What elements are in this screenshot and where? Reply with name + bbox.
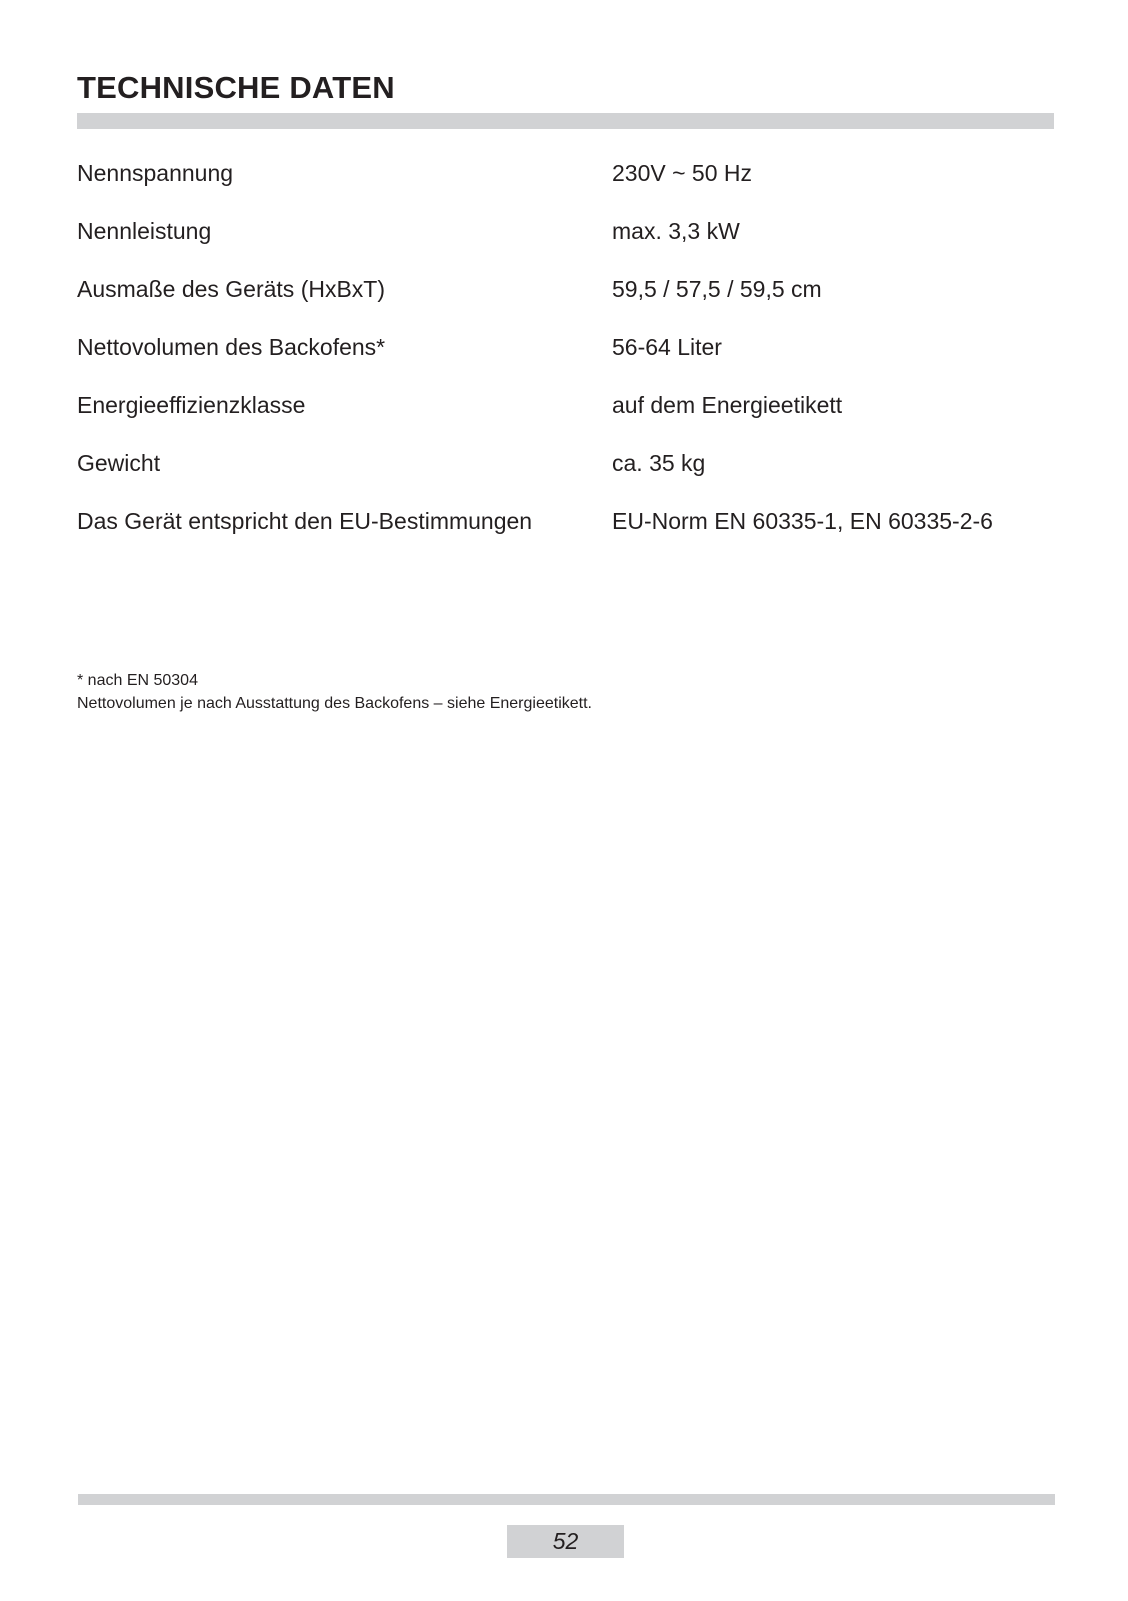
page-title: TECHNISCHE DATEN [77, 70, 395, 105]
spec-value: auf dem Energieetikett [612, 392, 843, 418]
spec-label: Das Gerät entspricht den EU-Bestimmungen [77, 508, 533, 534]
technical-data-table [77, 157, 1057, 563]
spec-label: Gewicht [77, 450, 161, 476]
footer-divider-bar [78, 1494, 1055, 1505]
spec-row-net-volume [77, 331, 1057, 389]
footnote-line: Nettovolumen je nach Ausstattung des Backofens – siehe Energieetikett. [77, 695, 592, 712]
spec-label: Nettovolumen des Backofens* [77, 334, 386, 360]
spec-row-weight [77, 447, 1057, 505]
spec-value: EU-Norm EN 60335-1, EN 60335-2-6 [612, 508, 993, 534]
spec-value: 230V ~ 50 Hz [612, 160, 753, 186]
page-number: 52 [507, 1525, 624, 1558]
spec-label: Nennleistung [77, 218, 212, 244]
spec-value: 59,5 / 57,5 / 59,5 cm [612, 276, 822, 302]
spec-row-energy-class [77, 389, 1057, 447]
spec-label: Ausmaße des Geräts (HxBxT) [77, 276, 386, 302]
footnote [77, 669, 592, 715]
spec-value: 56-64 Liter [612, 334, 722, 360]
spec-row-dimensions [77, 273, 1057, 331]
spec-label: Energieeffizienzklasse [77, 392, 306, 418]
spec-row-nominal-power [77, 215, 1057, 273]
spec-label: Nennspannung [77, 160, 234, 186]
spec-row-nominal-voltage [77, 157, 1057, 215]
spec-value: ca. 35 kg [612, 450, 706, 476]
title-divider-bar [77, 113, 1054, 129]
spec-value: max. 3,3 kW [612, 218, 740, 244]
spec-row-eu-compliance [77, 505, 1057, 563]
footnote-line: * nach EN 50304 [77, 672, 198, 689]
